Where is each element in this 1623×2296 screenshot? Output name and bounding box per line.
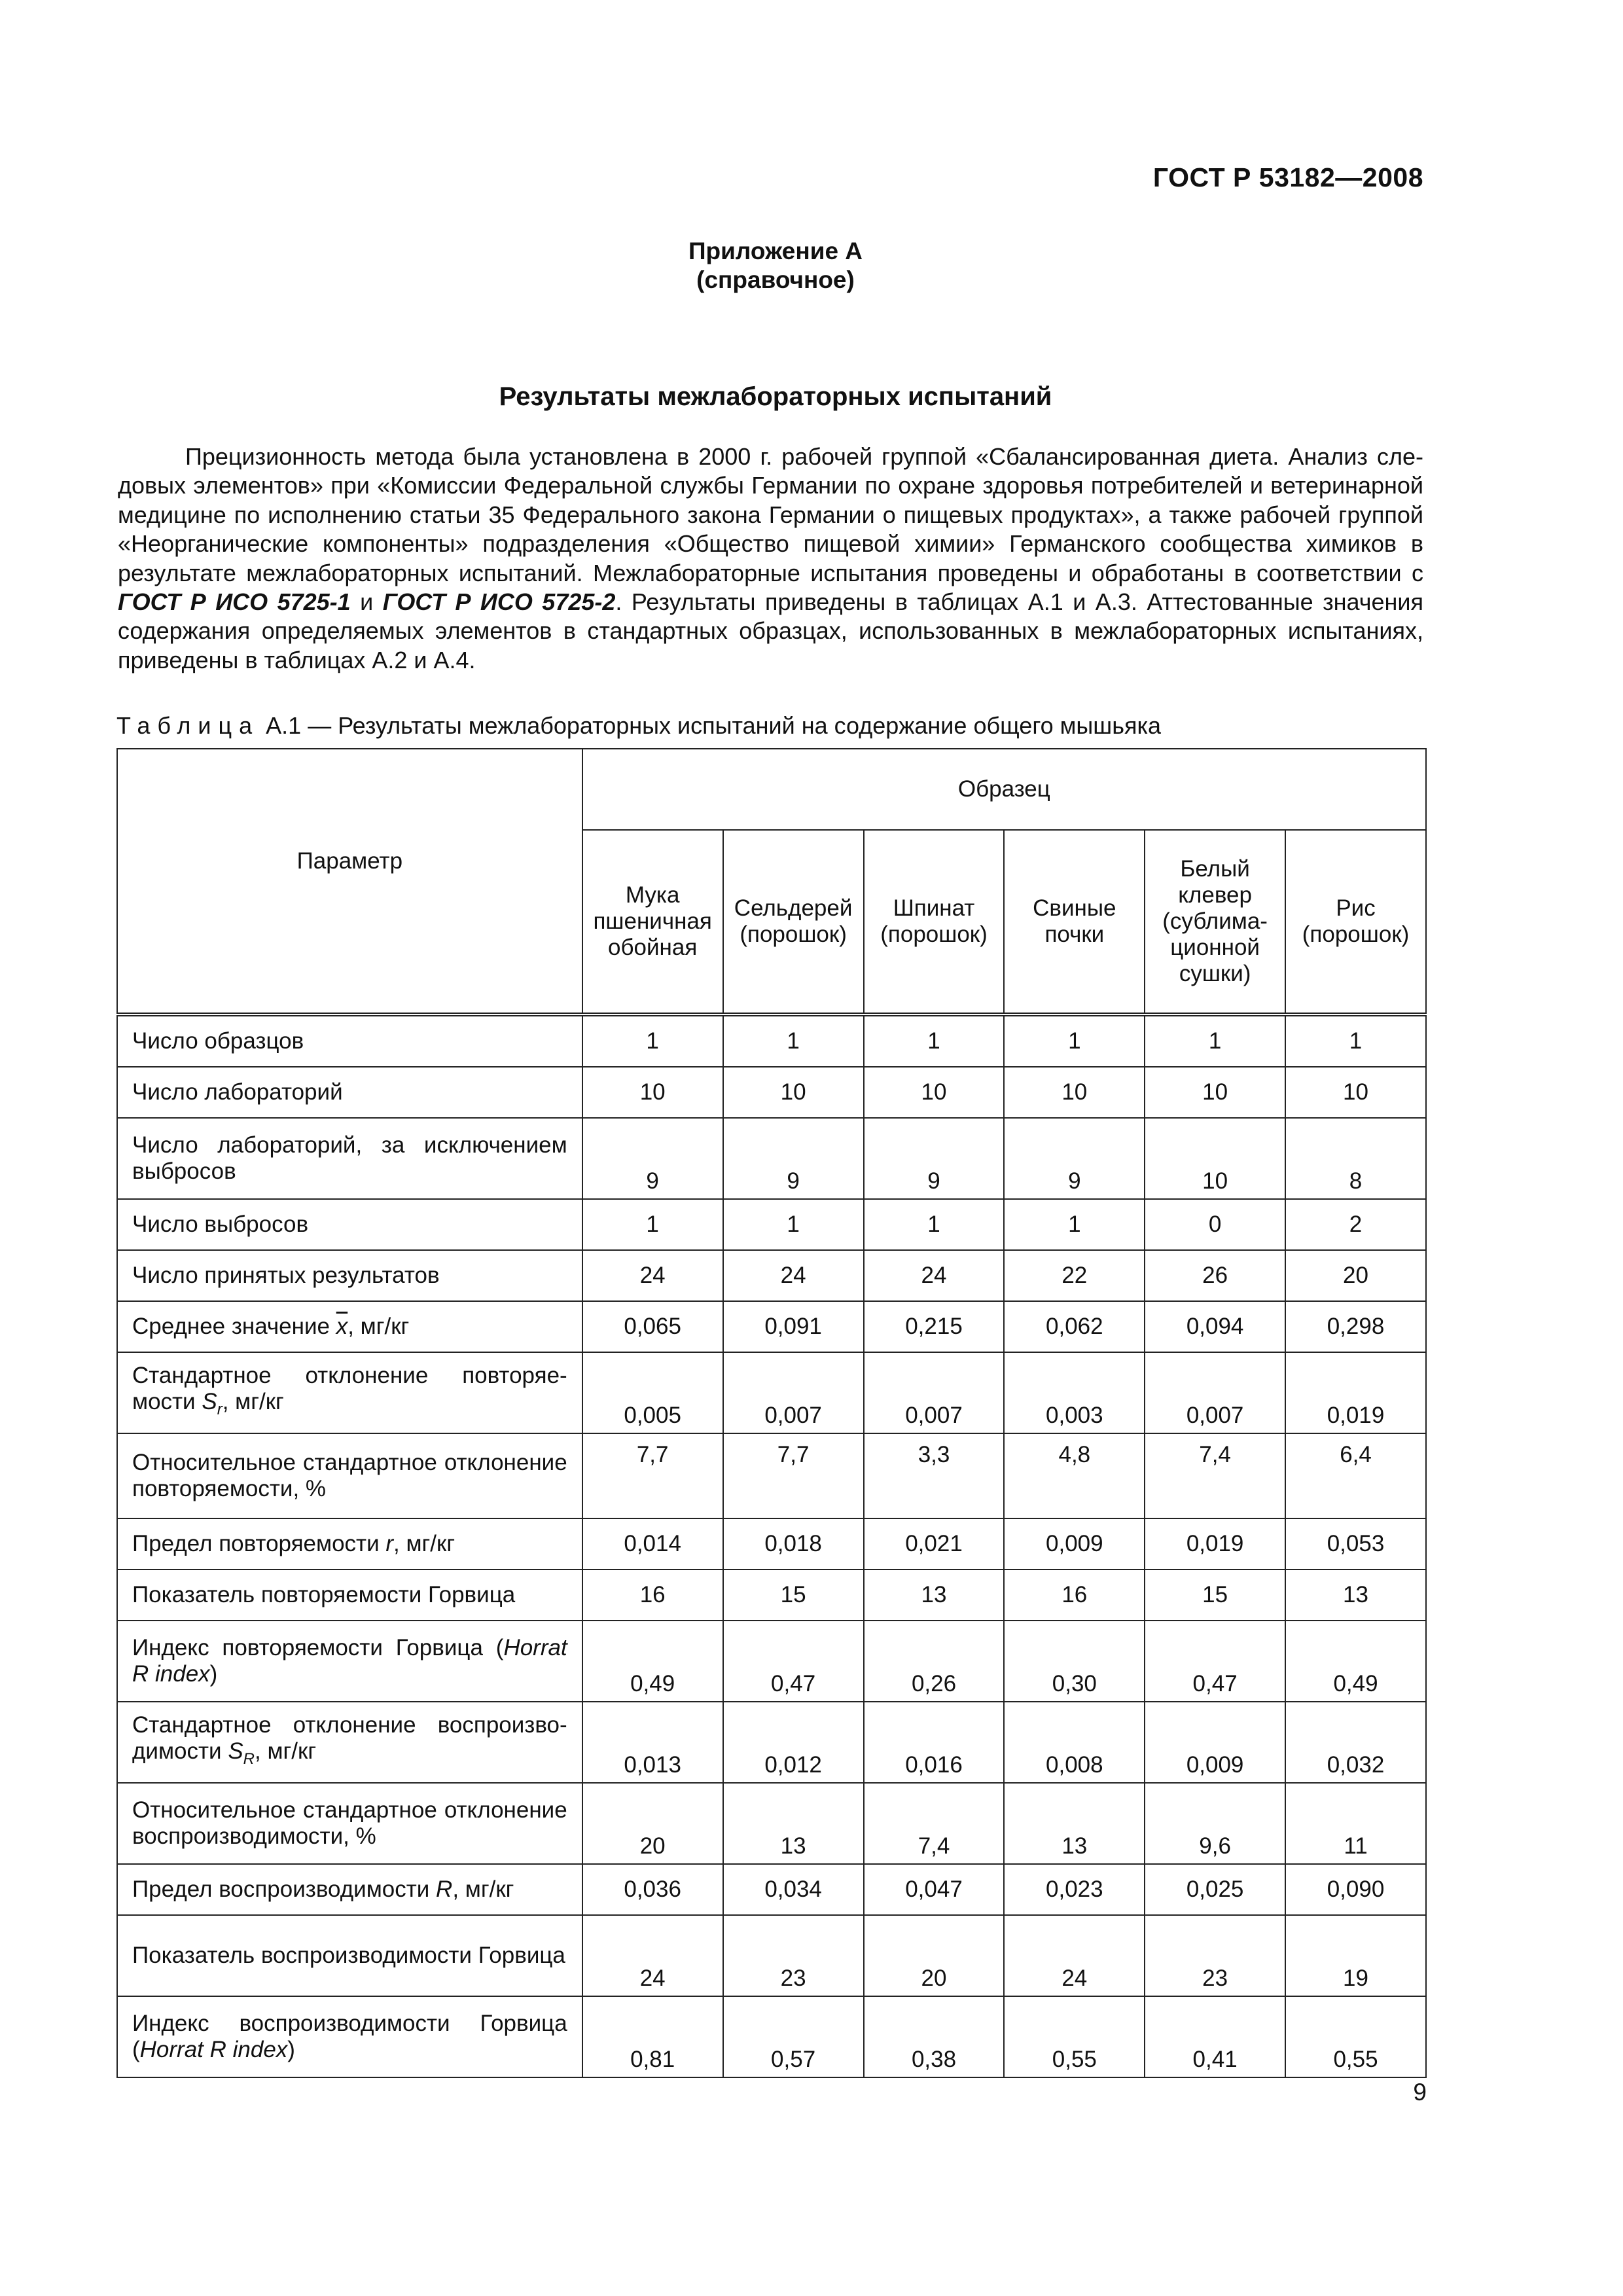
table-row [117,1783,1426,1864]
row-label-part: $\overline{x}$ [336,1314,348,1339]
value-cell: 16 [582,1570,723,1621]
value-cell: 20 [864,1915,1005,1996]
value-cell: 0,018 [723,1518,864,1570]
value-cell: 1 [582,1199,723,1250]
row-label: Показатель повторяемости Горвица [117,1570,582,1621]
section-title: Результаты межлабораторных испытаний [499,382,1052,411]
value-cell: 0,30 [1004,1621,1145,1702]
sample-column-header: Сельдерей (порошок) [723,830,864,1014]
table-row [117,1250,1426,1301]
value-cell: 2 [1285,1199,1426,1250]
row-label [117,1301,582,1352]
appendix-title: Приложение А [688,238,863,264]
value-cell: 20 [1285,1250,1426,1301]
value-cell: 13 [723,1783,864,1864]
row-label: Показатель воспроизводимости Горвица [117,1915,582,1996]
value-cell: 0,007 [864,1352,1005,1433]
value-cell: 16 [1004,1570,1145,1621]
value-cell: 24 [1004,1915,1145,1996]
table-row [117,1518,1426,1570]
value-cell: 0,008 [1004,1702,1145,1783]
value-cell: 1 [864,1199,1005,1250]
row-label [117,1352,582,1433]
value-cell: 1 [1004,1199,1145,1250]
document-code: ГОСТ Р 53182—2008 [1152,162,1423,192]
value-cell: 0,090 [1285,1864,1426,1915]
value-cell: 0,012 [723,1702,864,1783]
value-cell: 0,298 [1285,1301,1426,1352]
value-cell: 0,38 [864,1996,1005,2077]
value-cell: 11 [1285,1783,1426,1864]
row-label-part: r [217,1401,223,1418]
value-cell: 24 [582,1915,723,1996]
value-cell: 1 [582,1014,723,1067]
row-label: Число лабораторий [117,1067,582,1118]
value-cell: 9 [582,1118,723,1199]
row-label-part: , мг/кг [222,1389,284,1414]
table-row [117,1570,1426,1621]
intro-text-part2: . Результаты приведены в таблицах А.1 и А.3. Аттестованные значения содержания определяемых элементов в стандартных образцах, использованных в межлабораторных испытаниях, приведены в таблицах А.2 и А.4. [118,588,1423,673]
row-label [117,1702,582,1783]
value-cell: 0,007 [1145,1352,1285,1433]
intro-text-and: и [350,588,383,616]
row-label-part: , мг/кг [452,1876,514,1902]
value-cell: 0,094 [1145,1301,1285,1352]
table-row [117,1199,1426,1250]
param-column-header: Параметр [117,749,582,1014]
value-cell: 10 [1285,1067,1426,1118]
table-body [117,1014,1426,2077]
value-cell: 7,4 [1145,1433,1285,1518]
appendix-status: (справочное) [696,266,855,293]
row-label: Число образцов [117,1014,582,1067]
row-label-part: Предел повторяемости [132,1531,386,1556]
value-cell: 0,013 [582,1702,723,1783]
row-label-part: Индекс воспроизводимости Горвица ( [132,2011,567,2062]
sample-column-group-header: Образец [582,749,1426,830]
value-cell: 10 [864,1067,1005,1118]
row-label: Относительное стандартное отклонение повторяемости, % [117,1433,582,1518]
sample-column-header: Мука пшеничная обойная [582,830,723,1014]
value-cell: 9 [1004,1118,1145,1199]
value-cell: 0,57 [723,1996,864,2077]
value-cell: 0,025 [1145,1864,1285,1915]
row-label-part: S [202,1389,217,1414]
value-cell: 0,005 [582,1352,723,1433]
value-cell: 0,47 [723,1621,864,1702]
row-label-part: R [243,1750,255,1768]
row-label-part: ) [287,2037,295,2062]
value-cell: 13 [1285,1570,1426,1621]
value-cell: 0,003 [1004,1352,1145,1433]
value-cell: 7,7 [723,1433,864,1518]
value-cell: 7,7 [582,1433,723,1518]
row-label-part: , мг/кг [393,1531,455,1556]
value-cell: 9,6 [1145,1783,1285,1864]
table-row [117,1433,1426,1518]
row-label: Относительное стандартное отклонение воспроизводимости, % [117,1783,582,1864]
value-cell: 0,023 [1004,1864,1145,1915]
value-cell: 1 [723,1199,864,1250]
value-cell: 1 [1004,1014,1145,1067]
intro-paragraph [118,442,1423,675]
value-cell: 10 [582,1067,723,1118]
value-cell: 19 [1285,1915,1426,1996]
value-cell: 20 [582,1783,723,1864]
value-cell: 1 [1145,1014,1285,1067]
value-cell: 0,062 [1004,1301,1145,1352]
row-label-part: ) [209,1661,218,1687]
value-cell: 13 [1004,1783,1145,1864]
value-cell: 8 [1285,1118,1426,1199]
value-cell: 0,016 [864,1702,1005,1783]
table-caption-text: А.1 — Результаты межлабораторных испытаний на содержание общего мышьяка [259,712,1161,739]
row-label: Число выбросов [117,1199,582,1250]
row-label-part: , мг/кг [348,1314,410,1339]
value-cell: 10 [723,1067,864,1118]
value-cell: 0,014 [582,1518,723,1570]
table-row [117,1621,1426,1702]
table-row [117,1118,1426,1199]
table-row [117,1067,1426,1118]
value-cell: 0,032 [1285,1702,1426,1783]
row-label-part: Предел воспроизводимости [132,1876,437,1902]
row-label-part: Индекс повторяемости Горвица ( [132,1635,504,1660]
table-row [117,1014,1426,1067]
reference-gost-iso-5725-1: ГОСТ Р ИСО 5725-1 [118,588,351,616]
value-cell: 0,007 [723,1352,864,1433]
value-cell: 0,26 [864,1621,1005,1702]
value-cell: 24 [864,1250,1005,1301]
value-cell: 15 [723,1570,864,1621]
row-label: Число лабораторий, за исключением выбросов [117,1118,582,1199]
value-cell: 0,49 [582,1621,723,1702]
value-cell: 0,55 [1004,1996,1145,2077]
row-label-part: , мг/кг [255,1738,317,1764]
value-cell: 23 [1145,1915,1285,1996]
value-cell: 24 [723,1250,864,1301]
row-label-part: Horrat R index [139,2037,288,2062]
value-cell: 0,81 [582,1996,723,2077]
value-cell: 15 [1145,1570,1285,1621]
value-cell: 0,49 [1285,1621,1426,1702]
value-cell: 0,065 [582,1301,723,1352]
value-cell: 0,009 [1004,1518,1145,1570]
row-label-part: r [385,1531,394,1556]
value-cell: 1 [723,1014,864,1067]
table-row [117,1301,1426,1352]
value-cell: 6,4 [1285,1433,1426,1518]
table-row [117,1864,1426,1915]
row-label-part: Horrat R index [132,1635,567,1687]
value-cell: 10 [1145,1067,1285,1118]
value-cell: 0,021 [864,1518,1005,1570]
value-cell: 26 [1145,1250,1285,1301]
value-cell: 4,8 [1004,1433,1145,1518]
table-caption [116,712,1161,740]
row-label: Число принятых результатов [117,1250,582,1301]
value-cell: 24 [582,1250,723,1301]
value-cell: 0,019 [1145,1518,1285,1570]
sample-column-header: Свиные почки [1004,830,1145,1014]
table-row [117,1702,1426,1783]
value-cell: 23 [723,1915,864,1996]
value-cell: 0,215 [864,1301,1005,1352]
row-label [117,1996,582,2077]
value-cell: 13 [864,1570,1005,1621]
row-label-part: Среднее значение [132,1314,336,1339]
value-cell: 0,009 [1145,1702,1285,1783]
value-cell: 9 [864,1118,1005,1199]
row-label [117,1518,582,1570]
table-row [117,1352,1426,1433]
sample-column-header: Шпинат (порошок) [864,830,1005,1014]
value-cell: 7,4 [864,1783,1005,1864]
value-cell: 10 [1145,1118,1285,1199]
table-row [117,1915,1426,1996]
value-cell: 0 [1145,1199,1285,1250]
value-cell: 1 [864,1014,1005,1067]
value-cell: 0,047 [864,1864,1005,1915]
value-cell: 9 [723,1118,864,1199]
table-header [117,749,1426,1014]
table-row [117,1996,1426,2077]
value-cell: 0,019 [1285,1352,1426,1433]
row-label-part: Стандартное отклонение воспроизводимости [132,1712,567,1764]
sample-column-header: Белый клевер (сублимационной сушки) [1145,830,1285,1014]
row-label-part: Стандартное отклонение повторяемости [132,1363,567,1414]
value-cell: 0,091 [723,1301,864,1352]
value-cell: 22 [1004,1250,1145,1301]
table-caption-label: Таблица [116,712,260,739]
value-cell: 0,55 [1285,1996,1426,2077]
results-table [116,748,1427,2078]
value-cell: 10 [1004,1067,1145,1118]
sample-column-header: Рис (порошок) [1285,830,1426,1014]
value-cell: 0,036 [582,1864,723,1915]
value-cell: 0,47 [1145,1621,1285,1702]
row-label-part: S [228,1738,243,1764]
value-cell: 0,053 [1285,1518,1426,1570]
row-label-part: R [436,1876,453,1902]
value-cell: 1 [1285,1014,1426,1067]
value-cell: 0,41 [1145,1996,1285,2077]
reference-gost-iso-5725-2: ГОСТ Р ИСО 5725-2 [382,588,616,616]
row-label [117,1621,582,1702]
row-label [117,1864,582,1915]
value-cell: 0,034 [723,1864,864,1915]
intro-text-part1: Прецизионность метода была установлена в 2000 г. рабочей группой «Сбалансированная диета. Анализ следовых элементов» при «Комиссии Федеральной службы Германии по охране здоровья потребителей и ветеринарной медицине по исполнению статьи 35 Федерального закона Германии о пищевых продуктах», а также рабочей группой «Неорганические компоненты» подразделения «Общество пищевой химии» Германского сообщества химиков в результате межлабораторных испытаний. Межлабораторные испытания проведены и обработаны в соответствии с [118,443,1423,586]
page-number: 9 [1413,2079,1427,2106]
value-cell: 3,3 [864,1433,1005,1518]
